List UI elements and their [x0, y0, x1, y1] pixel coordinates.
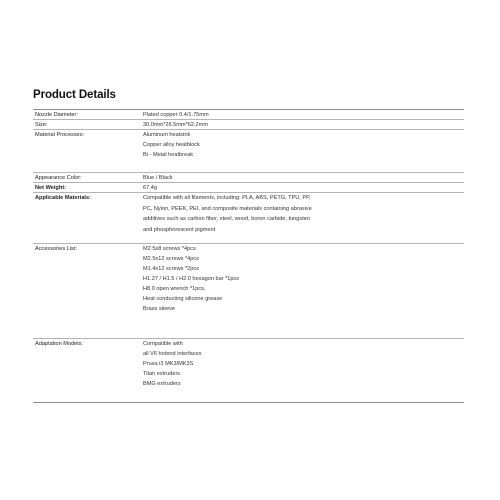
row-label: Material Processes: [35, 132, 85, 138]
page-title: Product Details [33, 89, 116, 101]
row-value: PC, Nylon, PEEK, PEI, and composite materials containing abrasive [143, 205, 312, 212]
row-value: Blue / Black [143, 175, 173, 181]
row-label: Adaptation Models: [35, 341, 83, 347]
row-value: Copper alloy heatblock [143, 142, 200, 148]
row-value: 67.4g [143, 185, 157, 191]
row-values [143, 130, 461, 160]
row-value: H8.0 open wrench *1pcs, [143, 286, 206, 292]
table-row-nozzle-diameter [33, 110, 464, 120]
table-row-net-weight [33, 183, 464, 193]
row-value: Compatible with [143, 341, 183, 347]
row-values [143, 183, 461, 193]
row-value: M2.5x12 screws *4pcs [143, 256, 199, 262]
row-values [143, 193, 461, 235]
row-value: Titan extruders [143, 371, 181, 377]
row-values [143, 339, 461, 389]
row-value: BMG extruders [143, 381, 181, 387]
row-value: Heat conducting silicone grease [143, 296, 223, 302]
table-row-appearance-color [33, 173, 464, 183]
row-value: Aluminum heatsink [143, 132, 191, 138]
table-row-accessories-list [33, 244, 464, 339]
row-value: Prusa i3 MK3/MK3S [143, 361, 194, 367]
row-value: and phosphorescent pigment [143, 226, 216, 233]
row-values [143, 244, 461, 314]
row-value: M1.4x12 screws *2pcs [143, 266, 199, 272]
row-label: Size: [35, 122, 48, 128]
row-values [143, 120, 461, 130]
row-value: M2.5x8 screws *4pcs [143, 246, 196, 252]
row-value: Bi - Metal heatbreak [143, 152, 194, 158]
row-values [143, 173, 461, 183]
row-label: Nozzle Diameter: [35, 112, 78, 118]
row-label: Net Weight: [35, 185, 66, 191]
row-value: Brass sleeve [143, 306, 176, 312]
row-value: all V6 hotend interfaces [143, 351, 202, 357]
table-row-material-processes [33, 130, 464, 173]
row-label: Applicable Materials: [35, 195, 91, 201]
row-label: Accessories List: [35, 246, 77, 252]
row-value: H1.27 / H1.5 / H2.0 hexagon bar *1pcs [143, 276, 240, 282]
table-row-applicable-materials [33, 193, 464, 244]
row-label: Appearance Color: [35, 175, 82, 181]
row-value: additives such as carbon fiber, steel, wood, boron carbide, tungsten [143, 216, 310, 222]
row-value: 30.0mm*26.5mm*62.2mm [143, 122, 208, 128]
row-values [143, 110, 461, 120]
table-row-size [33, 120, 464, 130]
row-value: Compatible with all filaments, including: PLA, ABS, PETG, TPU, PP, [143, 195, 311, 201]
row-value: Plated copper 0.4/1.75mm [143, 112, 209, 118]
table-row-adaptation-models [33, 339, 464, 403]
spec-table [33, 109, 464, 403]
